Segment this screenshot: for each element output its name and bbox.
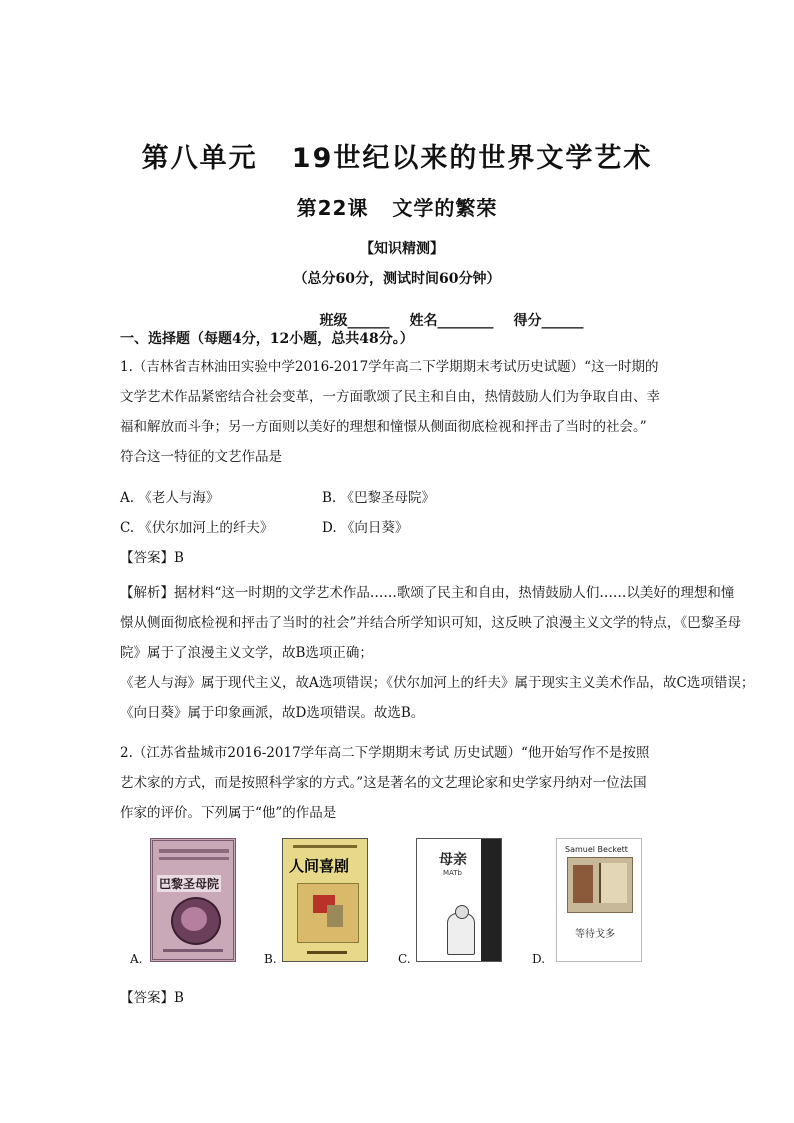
q2-option-b (264, 838, 374, 968)
cover-title: 人间喜剧 (289, 857, 350, 875)
total-score-line: （总分60分，测试时间60分钟） (293, 271, 501, 287)
analysis-line: 【解析】据材料“这一时期的文学艺术作品……歌颂了民主和自由，热情鼓励人们……以美好的理想和憧 (120, 585, 735, 601)
q2-option-d (532, 838, 652, 968)
q1-option-a: A. 《老人与海》 (120, 490, 220, 506)
analysis-line: 院》属于了浪漫主义文学，故B选项正确； (120, 645, 373, 661)
cover-waiting-for-godot-image (556, 838, 642, 962)
cover-human-comedy-image (282, 838, 368, 962)
q2-option-c (398, 838, 508, 968)
cover-subtitle: MATb (443, 869, 463, 877)
cover-notre-dame-image (150, 838, 236, 962)
stem-line: 2.（江苏省盐城市2016-2017学年高二下学期期末考试 历史试题）“他开始写作不是按照 (120, 745, 650, 761)
option-letter: C. (398, 952, 411, 966)
analysis-line: 《老人与海》属于现代主义，故A选项错误；《伏尔加河上的纤夫》属于现实主义美术作品，故C选项错误； (120, 675, 755, 691)
q1-option-c: C. 《伏尔加河上的纤夫》 (120, 520, 274, 536)
score-field: 得分______ (513, 313, 584, 329)
cover-mother-image (416, 838, 502, 962)
q1-analysis (120, 578, 770, 728)
section-heading: 一、选择题（每题4分，12小题，总共48分。） (120, 331, 414, 347)
analysis-line: 《向日葵》属于印象画派，故D选项错误。故选B。 (120, 705, 425, 721)
stem-line: 艺术家的方式，而是按照科学家的方式。”这是著名的文艺理论家和史学家丹纳对一位法国 (120, 775, 647, 791)
lesson-title: 第22课 文学的繁荣 (296, 196, 498, 220)
option-letter: B. (264, 952, 277, 966)
q2-answer: 【答案】B (120, 990, 184, 1006)
q1-option-d: D. 《向日葵》 (322, 520, 409, 536)
stem-line: 文学艺术作品紧密结合社会变革，一方面歌颂了民主和自由，热情鼓励人们为争取自由、幸 (120, 389, 660, 405)
stem-line: 作家的评价。下列属于“他”的作品是 (120, 805, 337, 821)
option-letter: A. (130, 952, 143, 966)
unit-title: 第八单元 19世纪以来的世界文学艺术 (141, 143, 653, 174)
section-tag: 【知识精测】 (360, 241, 444, 257)
option-letter: D. (532, 952, 546, 966)
q1-option-b: B. 《巴黎圣母院》 (322, 490, 436, 506)
cover-title: 母亲 (439, 852, 467, 868)
stem-line: 符合这一特征的文艺作品是 (120, 449, 282, 465)
cover-author: Samuel Beckett (565, 845, 628, 854)
stem-line: 1.（吉林省吉林油田实验中学2016-2017学年高二下学期期末考试历史试题）“这一时期的 (120, 359, 659, 375)
q2-book-options (130, 838, 690, 968)
question-2-stem (120, 738, 690, 828)
q2-option-a (130, 838, 240, 968)
question-1-stem (120, 352, 690, 472)
class-field: 班级______ (319, 313, 390, 329)
q1-answer: 【答案】B (120, 550, 184, 566)
name-field: 姓名________ (409, 313, 494, 329)
analysis-line: 憬从侧面彻底检视和抨击了当时的社会”并结合所学知识可知，这反映了浪漫主义文学的特点，《巴黎圣母 (120, 615, 742, 631)
cover-title: 等待戈多 (575, 929, 615, 940)
cover-title: 巴黎圣母院 (159, 877, 220, 891)
stem-line: 福和解放而斗争；另一方面则以美好的理想和憧憬从侧面彻底检视和抨击了当时的社会。” (120, 419, 647, 435)
